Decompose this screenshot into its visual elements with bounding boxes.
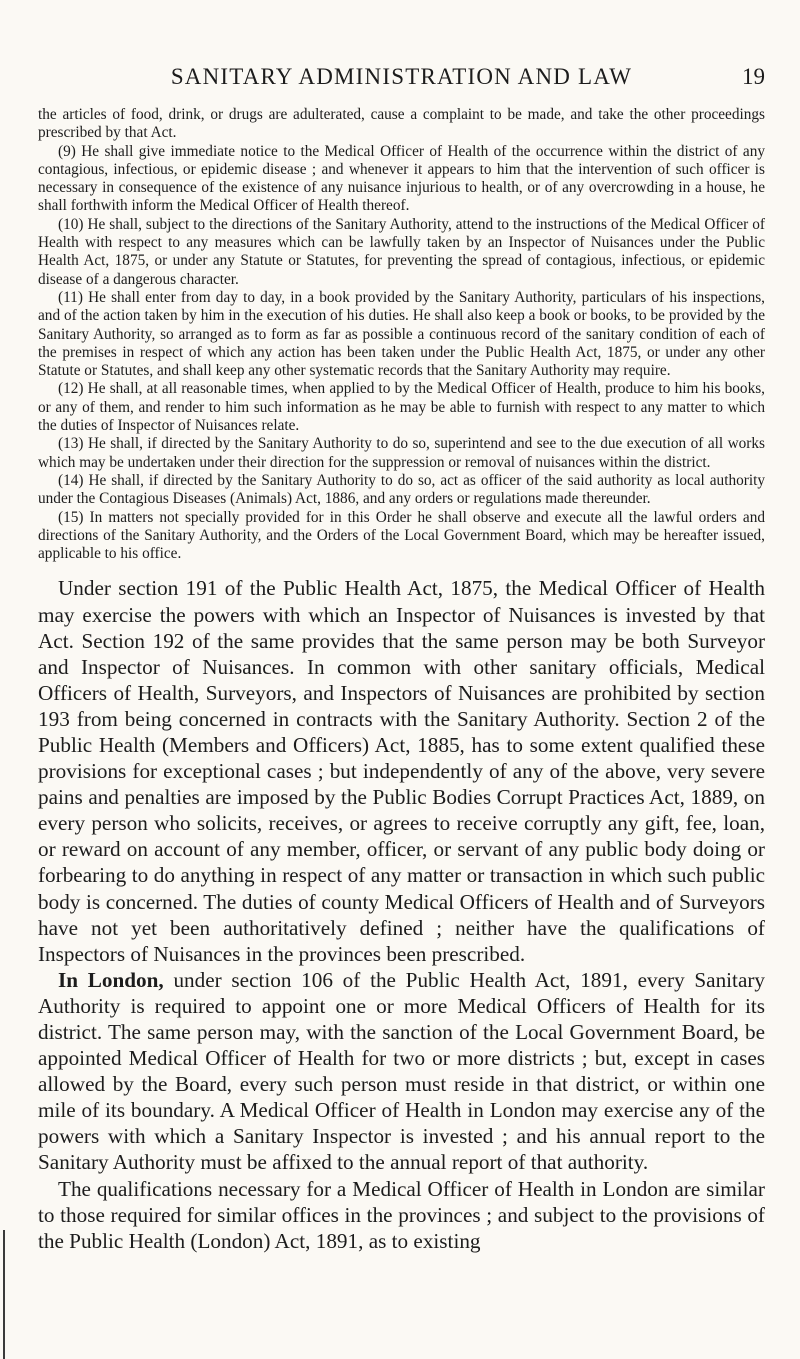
running-head-title: SANITARY ADMINISTRATION AND LAW: [170, 64, 633, 89]
margin-rule: [3, 1230, 5, 1359]
body-text: [38, 575, 765, 1253]
order-clauses: [38, 106, 765, 563]
book-page: [38, 64, 765, 1254]
body-paragraph: [38, 575, 765, 966]
clause-9: (9) He shall give immediate notice to the Medical Officer of Health of the occurrence within the district of any contagious, infectious, or epidemic disease ; and whenever it appears to him that the intervention of such officer is necessary in consequence of the existence of any nuisance injurious to health, or of any overcrowding in a house, he shall forthwith inform the Medical Officer of Health thereof.: [38, 142, 765, 215]
clause-11: (11) He shall enter from day to day, in a book provided by the Sanitary Authority, particulars of his inspections, and of the action taken by him in the execution of his duties. He shall also keep a book or books, to be provided by the Sanitary Authority, so arranged as to form as far as possible a continuous record of the sanitary condition of each of the premises in respect of which any action has been taken under the Public Health Act, 1875, or under any other Statute or Statutes, and shall keep any other systematic records that the Sanitary Authority may require.: [38, 288, 765, 380]
paragraph-text: Under section 191 of the Public Health Act, 1875, the Medical Officer of Health may exercise the powers with which an Inspector of Nuisances is invested by that Act. Section 192 of the same provides that the same person may be both Surveyor and Inspector of Nuisances. In common with other sanitary officials, Medical Officers of Health, Surveyors, and Inspectors of Nuisances are prohibited by section 193 from being concerned in contracts with the Sanitary Authority. Section 2 of the Public Health (Members and Officers) Act, 1885, has to some extent qualified these provisions for exceptional cases ; but independently of any of the above, very severe pains and penalties are imposed by the Public Bodies Corrupt Practices Act, 1889, on every person who solicits, receives, or agrees to receive corruptly any gift, fee, loan, or reward on account of any member, officer, or servant of any public body doing or forbearing to do anything in respect of any matter or transaction in which such public body is concerned. The duties of county Medical Officers of Health and of Surveyors have not yet been authoritatively defined ; neither have the qualifications of Inspectors of Nuisances in the provinces been prescribed.: [38, 576, 765, 966]
body-paragraph: [38, 1176, 765, 1254]
clause-continuation: the articles of food, drink, or drugs are adulterated, cause a complaint to be made, and take the other proceedings prescribed by that Act.: [38, 106, 765, 142]
body-paragraph-london: [38, 967, 765, 1176]
clause-12: (12) He shall, at all reasonable times, when applied to by the Medical Officer of Health, produce to him his books, or any of them, and render to him such information as he may be able to furnish with respect to any matter to which the duties of Inspector of Nuisances relate.: [38, 380, 765, 435]
paragraph-text: The qualifications necessary for a Medical Officer of Health in London are similar to those required for similar offices in the provinces ; and subject to the provisions of the Public Health (London) Act, 1891, as to existing: [38, 1176, 765, 1253]
clause-14: (14) He shall, if directed by the Sanitary Authority to do so, act as officer of the said authority as local authority under the Contagious Diseases (Animals) Act, 1886, and any orders or regulations made thereunder.: [38, 471, 765, 508]
page-number: 19: [742, 64, 765, 89]
clause-13: (13) He shall, if directed by the Sanitary Authority to do so, superintend and see to the due execution of all works which may be undertaken under their direction for the suppression or removal of nuisances within the district.: [38, 435, 765, 471]
running-head: [38, 64, 765, 98]
paragraph-lead-london: In London,: [58, 967, 164, 992]
paragraph-text: under section 106 of the Public Health Act, 1891, every Sanitary Authority is required to appoint one or more Medical Officers of Health for its district. The same person may, with the sanction of the Local Government Board, be appointed Medical Officer of Health for two or more districts ; but, except in cases allowed by the Board, every such person must reside in that district, or within one mile of its boundary. A Medical Officer of Health in London may exercise any of the powers with which a Sanitary Inspector is invested ; and his annual report to the Sanitary Authority must be affixed to the annual report of that authority.: [38, 967, 765, 1175]
clause-10: (10) He shall, subject to the directions of the Sanitary Authority, attend to the instructions of the Medical Officer of Health with respect to any measures which can be lawfully taken by an Inspector of Nuisances under the Public Health Act, 1875, or under any Statute or Statutes, for preventing the spread of contagious, infectious, or epidemic disease of a dangerous character.: [38, 215, 765, 288]
clause-15: (15) In matters not specially provided for in this Order he shall observe and execute all the lawful orders and directions of the Sanitary Authority, and the Orders of the Local Government Board, which may be hereafter issued, applicable to his office.: [38, 508, 765, 563]
